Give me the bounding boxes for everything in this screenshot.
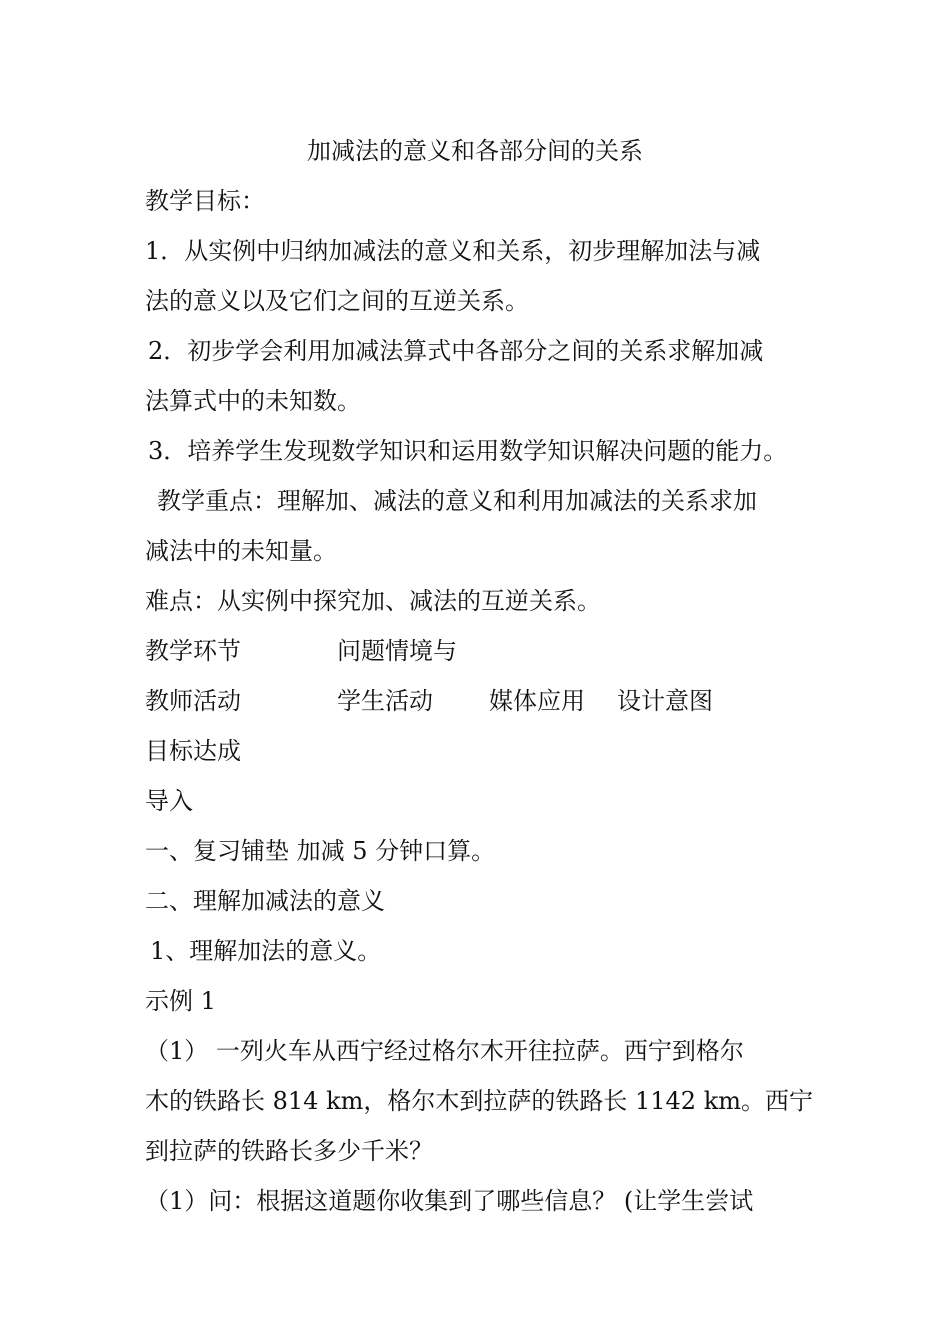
document-title: 加减法的意义和各部分间的关系 [307,137,643,165]
objective-1-line-2: 法的意义以及它们之间的互逆关系。 [145,287,529,315]
table-header-goal: 目标达成 [145,737,241,765]
objective-2-line-1: 2．初步学会利用加减法算式中各部分之间的关系求解加减 [148,337,764,365]
problem-line-2: 木的铁路长 814 km，格尔木到拉萨的铁路长 1142 km。西宁 [145,1087,814,1115]
problem-line-1: （1） 一列火车从西宁经过格尔木开往拉萨。西宁到格尔 [145,1037,744,1065]
step-2: 二、理解加减法的意义 [145,887,385,915]
table-header-situation: 问题情境与 [337,637,457,665]
objective-2-line-2: 法算式中的未知数。 [145,387,361,415]
key-point-line-2: 减法中的未知量。 [145,537,337,565]
step-1: 一、复习铺垫 加减 5 分钟口算。 [145,837,496,865]
table-header-teacher: 教师活动 [145,687,241,715]
step-2-1: 1、理解加法的意义。 [150,937,382,965]
difficulty: 难点：从实例中探究加、减法的互逆关系。 [145,587,601,615]
objective-1-line-1: 1．从实例中归纳加减法的意义和关系，初步理解加法与减 [145,237,761,265]
question-line: （1）问：根据这道题你收集到了哪些信息？ (让学生尝试 [145,1187,754,1215]
table-header-student: 学生活动 [337,687,433,715]
objective-3: 3．培养学生发现数学知识和运用数学知识解决问题的能力。 [148,437,788,465]
problem-line-3: 到拉萨的铁路长多少千米？ [145,1137,433,1165]
key-point-line-1: 教学重点：理解加、减法的意义和利用加减法的关系求加 [157,487,757,515]
intro-label: 导入 [145,787,193,815]
objectives-heading: 教学目标： [145,187,265,215]
table-header-media: 媒体应用 [489,687,585,715]
example-label: 示例 1 [145,987,216,1015]
table-header-stage: 教学环节 [145,637,241,665]
table-header-design: 设计意图 [617,687,713,715]
